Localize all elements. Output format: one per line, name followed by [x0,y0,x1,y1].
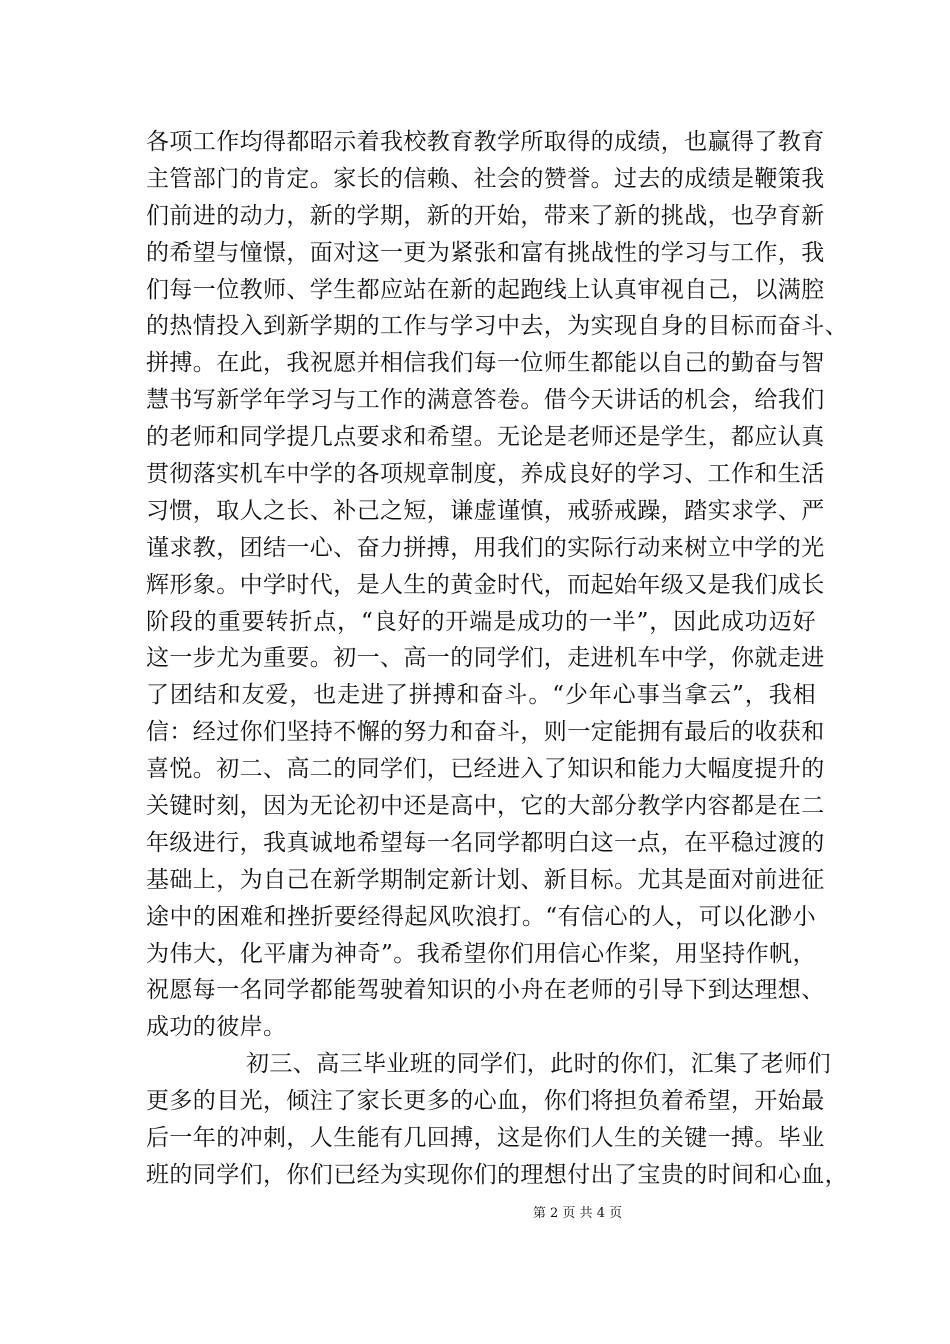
text-line: 基础上，为自己在新学期制定新计划、新目标。尤其是面对前进征 [146,866,825,893]
text-line: 班的同学们，你们已经为实现你们的理想付出了宝贵的时间和心血， [146,1161,848,1188]
text-line: 更多的目光，倾注了家长更多的心血，你们将担负着希望，开始最 [146,1088,825,1115]
paragraph-start-line: 初三、高三毕业班的同学们，此时的你们，汇集了老师们 [246,1051,831,1078]
text-line: 各项工作均得都昭示着我校教育教学所取得的成绩，也赢得了教育 [146,129,825,155]
text-line: 习惯，取人之长、补己之短，谦虚谨慎，戒骄戒躁，踏实求学、严 [146,497,825,524]
text-line: 的热情投入到新学期的工作与学习中去，为实现自身的目标而奋斗、 [146,313,848,340]
text-line: 了团结和友爱，也走进了拼搏和奋斗。“少年心事当拿云”，我相 [146,682,816,709]
text-line: 贯彻落实机车中学的各项规章制度，养成良好的学习、工作和生活 [146,461,825,488]
text-line: 年级进行，我真诚地希望每一名同学都明白这一点，在平稳过渡的 [146,829,825,856]
text-line: 拼搏。在此，我祝愿并相信我们每一位师生都能以自己的勤奋与智 [146,350,825,377]
page-footer [0,1202,950,1221]
text-line: 们前进的动力，新的学期，新的开始，带来了新的挑战，也孕育新 [146,202,825,229]
text-line: 途中的困难和挫折要经得起风吹浪打。“有信心的人，可以化渺小 [146,903,816,930]
text-line: 主管部门的肯定。家长的信赖、社会的赞誉。过去的成绩是鞭策我 [146,165,825,192]
text-line: 慧书写新学年学习与工作的满意答卷。借今天讲话的机会，给我们 [146,387,825,414]
page-number: 第 2 页 共 4 页 [532,1206,623,1221]
text-line: 们每一位教师、学生都应站在新的起跑线上认真审视自己，以满腔 [146,276,825,303]
text-line: 的老师和同学提几点要求和希望。无论是老师还是学生，都应认真 [146,424,825,451]
body-text [146,124,848,1194]
text-line: 辉形象。中学时代，是人生的黄金时代，而起始年级又是我们成长 [146,571,825,598]
text-line: 谨求教，团结一心、奋力拼搏，用我们的实际行动来树立中学的光 [146,534,825,561]
text-line: 后一年的冲刺，人生能有几回搏，这是你们人生的关键一搏。毕业 [146,1125,825,1152]
text-line: 祝愿每一名同学都能驾驶着知识的小舟在老师的引导下到达理想、 [146,977,825,1004]
text-line: 为伟大，化平庸为神奇”。我希望你们用信心作桨，用坚持作帆， [146,940,816,967]
text-line: 阶段的重要转折点，“良好的开端是成功的一半”，因此成功迈好 [146,608,816,635]
text-line: 喜悦。初二、高二的同学们，已经进入了知识和能力大幅度提升的 [146,756,825,783]
text-line: 成功的彼岸。 [146,1014,287,1041]
text-line: 信：经过你们坚持不懈的努力和奋斗，则一定能拥有最后的收获和 [146,719,825,746]
text-line: 关键时刻，因为无论初中还是高中，它的大部分教学内容都是在二 [146,793,825,820]
text-line: 的希望与憧憬，面对这一更为紧张和富有挑战性的学习与工作，我 [146,239,825,266]
text-line: 这一步尤为重要。初一、高一的同学们，走进机车中学，你就走进 [146,645,825,672]
